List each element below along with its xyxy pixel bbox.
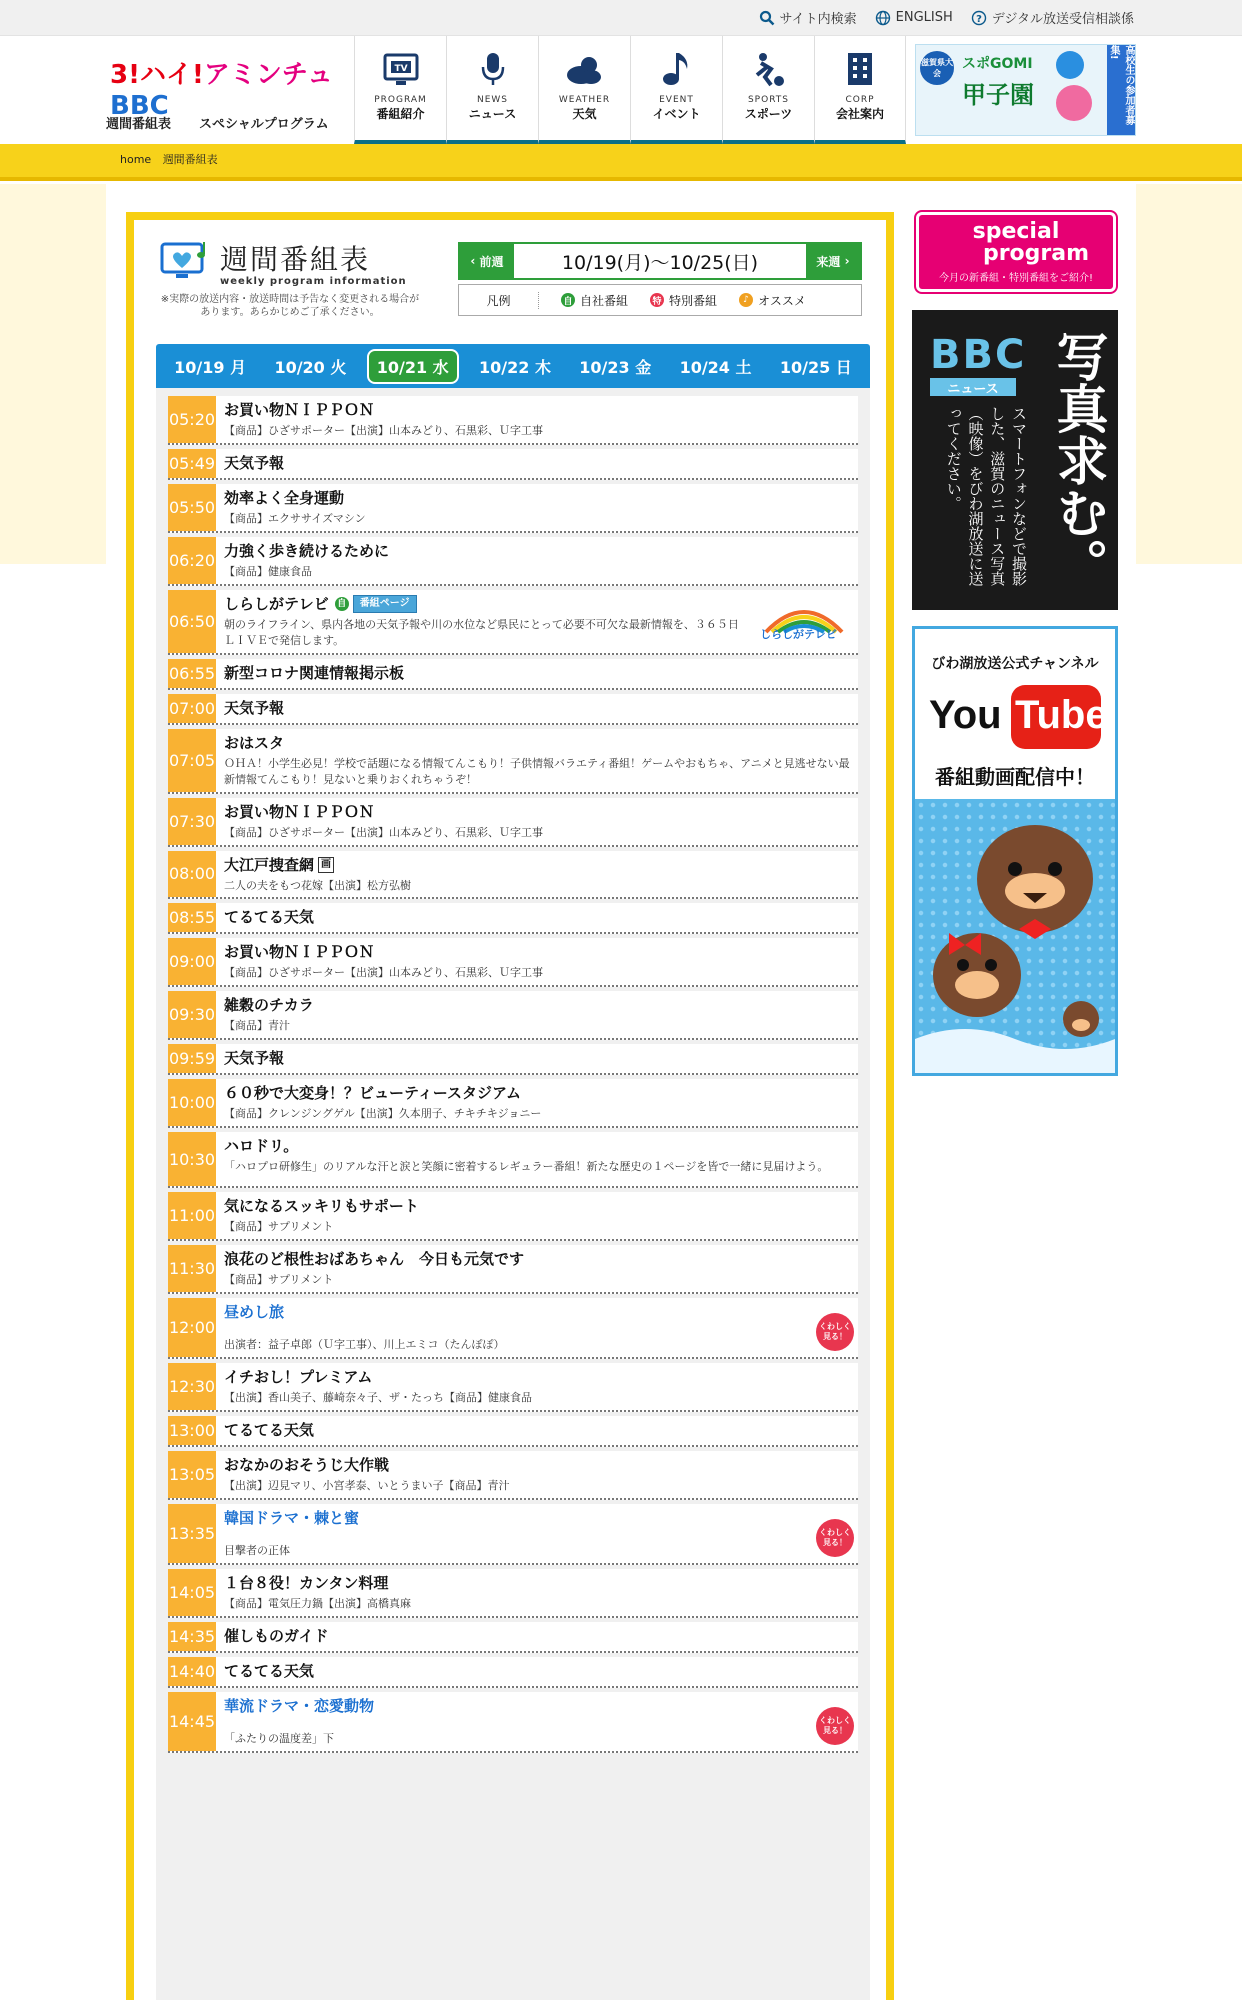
spogomi-banner[interactable]: [915, 44, 1136, 136]
program-title: お買い物ＮＩＰＰＯＮ: [224, 802, 375, 821]
program-row: [168, 396, 858, 445]
program-title: 大江戸捜査網: [224, 855, 315, 874]
own-program-icon: 自: [335, 597, 349, 611]
details-button[interactable]: くわしく見る！: [816, 1519, 854, 1557]
program-row: [168, 1132, 858, 1188]
subnav-weekly-schedule[interactable]: 週間番組表: [106, 117, 172, 132]
english-link[interactable]: [875, 8, 953, 27]
program-row: [168, 1451, 858, 1500]
program-row: [168, 938, 858, 987]
program-description: 【商品】サプリメント: [224, 1220, 334, 1234]
program-time: 05:20: [168, 396, 220, 443]
schedule-note: ※実際の放送内容・放送時間は予告なく変更される場合があります。あらかじめご了承ください。: [160, 294, 420, 318]
program-row: [168, 1657, 858, 1688]
program-time: 13:35: [168, 1504, 220, 1563]
program-title: 韓国ドラマ・棘と蜜: [224, 1508, 360, 1527]
banner-koshien: 甲子園: [962, 81, 1034, 109]
program-title: 効率よく全身運動: [224, 488, 345, 507]
program-row: [168, 537, 858, 586]
banner-side-text: 高校生の参加者募集!: [1107, 45, 1135, 136]
program-title: 天気予報: [224, 453, 285, 472]
header: [0, 36, 1242, 144]
program-description: 二人の夫をもつ花嫁【出演】松方弘樹: [224, 878, 411, 892]
program-time: 14:40: [168, 1657, 220, 1686]
program-description: 「ふたりの温度差」下: [224, 1731, 334, 1745]
program-title: お買い物ＮＩＰＰＯＮ: [224, 401, 375, 419]
program-title: 催しものガイド: [224, 1626, 329, 1645]
program-row: [168, 449, 858, 480]
program-row: [168, 1569, 858, 1618]
program-time: 06:50: [168, 590, 220, 653]
question-icon: [971, 10, 987, 26]
program-description: 朝のライフライン、県内各地の天気予報や川の水位など県民にとって必要不可欠な最新情報を、３６５日ＬＩＶＥで発信します。: [224, 617, 739, 647]
program-title: 力強く歩き続けるために: [224, 541, 390, 560]
program-time: 05:50: [168, 484, 220, 531]
gnav-corp[interactable]: CORP 会社案内: [814, 36, 906, 144]
program-row[interactable]: [168, 1504, 858, 1565]
program-description: 【商品】青汁: [224, 1019, 290, 1033]
tab-day-1[interactable]: 10/19 月: [174, 357, 247, 377]
program-time: 09:59: [168, 1044, 220, 1073]
program-description: 【商品】エクササイズマシン: [224, 511, 366, 525]
program-row: [168, 590, 858, 655]
photo-news-label: ニュース: [930, 378, 1016, 396]
program-time: 08:55: [168, 903, 220, 932]
program-time: 05:49: [168, 449, 220, 478]
utility-links: [759, 8, 1134, 27]
tab-day-6[interactable]: 10/24 土: [679, 357, 752, 377]
recommend-icon: ♪: [739, 293, 753, 307]
program-description: ＯＨＡ！小学生必見！学校で話題になる情報てんこもり！子供情報バラエティ番組！ゲームやおもちゃ、アニメと見逃せない最新情報てんこもり！見ないと乗りおくれちゃうぞ！: [224, 756, 850, 786]
global-nav: [354, 36, 906, 144]
gnav-weather[interactable]: WEATHER 天気: [538, 36, 630, 144]
program-row: [168, 798, 858, 847]
program-time: 08:00: [168, 851, 220, 898]
program-time: 10:30: [168, 1132, 220, 1186]
special-program-banner[interactable]: special program 今月の新番組・特別番組をご紹介!: [916, 212, 1116, 292]
program-title: 昼めし旅: [224, 1303, 285, 1322]
site-search-label: サイト内検索: [779, 12, 857, 27]
program-row: [168, 991, 858, 1040]
program-time: 07:05: [168, 729, 220, 792]
tab-day-7[interactable]: 10/25 日: [779, 357, 852, 377]
program-row: [168, 1622, 858, 1653]
program-description: 【商品】ひざサポーター【出演】山本みどり、石黒彩、Ｕ字工事: [224, 966, 543, 980]
program-time: 14:05: [168, 1569, 220, 1616]
program-row: [168, 1079, 858, 1128]
program-time: 06:20: [168, 537, 220, 584]
next-week-button[interactable]: 来週 ›: [806, 244, 860, 278]
program-time: 14:35: [168, 1622, 220, 1651]
program-title: 天気予報: [224, 698, 285, 717]
schedule-title-block: [160, 238, 420, 318]
program-row: [168, 851, 858, 900]
program-page-button[interactable]: 番組ページ: [353, 595, 417, 613]
program-title: しらしがテレビ: [224, 594, 329, 613]
utility-bar: [0, 0, 1242, 36]
breadcrumb-home[interactable]: home: [120, 153, 152, 166]
program-title: 華流ドラマ・恋愛動物: [224, 1696, 375, 1715]
program-description: 【出演】辺見マリ、小宮孝泰、いとうまい子【商品】青汁: [224, 1479, 510, 1492]
program-row: [168, 1416, 858, 1447]
svg-text:TV: TV: [393, 64, 408, 74]
program-time: 09:00: [168, 938, 220, 985]
photo-headline: 写真求む。: [1047, 330, 1108, 590]
picture-mark-icon: 画: [318, 857, 334, 873]
english-label: ENGLISH: [895, 10, 953, 25]
breadcrumb-current: 週間番組表: [162, 153, 218, 166]
svg-text:?: ?: [975, 13, 982, 25]
building-icon: [844, 51, 876, 87]
gnav-event[interactable]: EVENT イベント: [630, 36, 722, 144]
program-description: 【商品】健康食品: [224, 564, 312, 578]
program-title: イチおし！プレミアム: [224, 1368, 373, 1387]
program-description: 【商品】クレンジングゲル【出演】久本朋子、チキチキジョニー: [224, 1107, 542, 1121]
legend-label: 凡例: [459, 292, 539, 309]
program-title: 浪花のど根性おばあちゃん 今日も元気です: [224, 1250, 525, 1269]
own-program-icon: 自: [561, 293, 575, 307]
youtube-logo: You Tube: [929, 685, 1101, 753]
program-time: 12:30: [168, 1363, 220, 1410]
program-description: 【商品】サプリメント: [224, 1273, 334, 1287]
tv-heart-icon: [160, 238, 216, 286]
program-title: てるてる天気: [224, 908, 314, 927]
program-row: [168, 729, 858, 794]
banner-badge: 滋賀県大会: [920, 51, 954, 85]
program-time: 06:55: [168, 659, 220, 688]
program-list: [156, 388, 870, 2000]
program-title: ハロドリ。: [224, 1137, 299, 1156]
photo-bbc-logo: BBC: [930, 332, 1027, 378]
photo-description: スマートフォンなどで撮影した、滋賀のニュース写真（映像）をびわ湖放送に送ってください。: [944, 406, 1028, 586]
program-row: [168, 484, 858, 533]
legend-own: 自 自社番組: [561, 292, 628, 309]
program-title: おなかのおそうじ大作戦: [224, 1456, 390, 1474]
program-time: 11:00: [168, 1192, 220, 1239]
page-content: [106, 184, 1136, 2000]
program-row[interactable]: [168, 1692, 858, 1753]
prev-week-button[interactable]: ‹ 前週: [460, 244, 514, 278]
program-description: 出演者：益子卓郎（Ｕ字工事）、川上エミコ（たんぽぽ）: [224, 1338, 505, 1352]
gnav-news[interactable]: NEWS ニュース: [446, 36, 538, 144]
subnav-special-program[interactable]: スペシャルプログラム: [199, 117, 329, 132]
program-row: [168, 1044, 858, 1075]
breadcrumb: [106, 144, 1136, 174]
tab-day-4[interactable]: 10/22 木: [479, 357, 551, 377]
weather-icon: [565, 53, 605, 87]
program-time: 12:00: [168, 1298, 220, 1357]
program-title: 雑穀のチカラ: [224, 996, 314, 1015]
program-time: 14:45: [168, 1692, 220, 1751]
program-description: 【商品】ひざサポーター【出演】山本みどり、石黒彩、Ｕ字工事: [224, 825, 543, 839]
day-tabs: [156, 344, 870, 388]
program-row[interactable]: [168, 1298, 858, 1359]
program-time: 13:00: [168, 1416, 220, 1445]
globe-icon: [875, 10, 891, 26]
program-row: [168, 659, 858, 690]
program-row: [168, 1192, 858, 1241]
details-button[interactable]: くわしく見る！: [816, 1707, 854, 1745]
program-time: 10:00: [168, 1079, 220, 1126]
sports-icon: [751, 51, 787, 87]
tab-day-2[interactable]: 10/20 火: [274, 357, 347, 377]
special-program-icon: 特: [650, 293, 664, 307]
week-navigation: [458, 242, 862, 280]
schedule-subtitle: weekly program information: [220, 276, 407, 287]
gnav-sports[interactable]: SPORTS スポーツ: [722, 36, 814, 144]
program-title: てるてる天気: [224, 1661, 314, 1680]
youtube-banner[interactable]: [912, 626, 1118, 1076]
tv-icon: [383, 53, 419, 87]
program-time: 09:30: [168, 991, 220, 1038]
program-description: 【商品】電気圧力鍋【出演】高橋真麻: [224, 1596, 411, 1610]
site-search-link[interactable]: [759, 8, 857, 27]
digital-consult-link[interactable]: [971, 8, 1134, 27]
program-title: ６０秒で大変身！？ビューティースタジアム: [224, 1084, 522, 1103]
music-note-icon: [661, 51, 693, 87]
program-title: おはスタ: [224, 733, 285, 752]
shirashiga-tv-logo[interactable]: しらしがテレビ: [756, 602, 852, 642]
mascot-illustration: [915, 799, 1115, 1076]
legend-special: 特 特別番組: [650, 292, 717, 309]
program-time: 07:00: [168, 694, 220, 723]
program-description: 【出演】香山美子、藤崎奈々子、ザ・たっち【商品】健康食品: [224, 1391, 532, 1405]
program-title: 新型コロナ関連情報掲示板: [224, 663, 405, 682]
program-title: １台８役！カンタン料理: [224, 1573, 389, 1592]
details-button[interactable]: くわしく見る！: [816, 1313, 854, 1351]
schedule-box: [126, 212, 894, 2000]
legend: [458, 284, 862, 316]
digital-consult-label: デジタル放送受信相談係: [991, 12, 1134, 27]
program-title: てるてる天気: [224, 1421, 314, 1439]
schedule-title: 週間番組表: [220, 243, 371, 276]
program-title: 天気予報: [224, 1049, 285, 1068]
gnav-program[interactable]: TV PROGRAM 番組紹介: [354, 36, 446, 144]
site-logo[interactable]: 3!ハイ!アミンチュBBC: [110, 60, 334, 121]
program-row: [168, 1363, 858, 1412]
program-description: 【商品】ひざサポーター【出演】山本みどり、石黒彩、Ｕ字工事: [224, 424, 543, 437]
program-row: [168, 694, 858, 725]
program-title: お買い物ＮＩＰＰＯＮ: [224, 943, 375, 962]
yt-subtitle: 番組動画配信中！: [935, 765, 1095, 789]
photo-request-banner[interactable]: [912, 310, 1118, 610]
sub-nav: [106, 113, 329, 132]
program-row: [168, 1245, 858, 1294]
sidebar: [906, 212, 1126, 1076]
program-title: 気になるスッキリもサポート: [224, 1197, 419, 1216]
program-row: [168, 903, 858, 934]
tab-day-5[interactable]: 10/23 金: [579, 357, 652, 377]
yt-channel-label: びわ湖放送公式チャンネル: [931, 656, 1099, 672]
program-description: 目撃者の正体: [224, 1543, 290, 1557]
legend-recommend: ♪ オススメ: [739, 292, 806, 309]
search-icon: [759, 10, 775, 26]
program-description: 「ハロプロ研修生」のリアルな汗と涙と笑顔に密着するレギュラー番組！新たな歴史の１ページを皆で一緒に見届けよう。: [224, 1160, 829, 1174]
banner-spogomi: スポGOMI: [962, 56, 1033, 72]
program-time: 07:30: [168, 798, 220, 845]
tab-day-3-active[interactable]: 10/21 水: [367, 349, 459, 384]
microphone-icon: [475, 51, 511, 87]
program-time: 11:30: [168, 1245, 220, 1292]
week-range: 10/19(月)～10/25(日): [561, 251, 759, 274]
program-time: 13:05: [168, 1451, 220, 1498]
